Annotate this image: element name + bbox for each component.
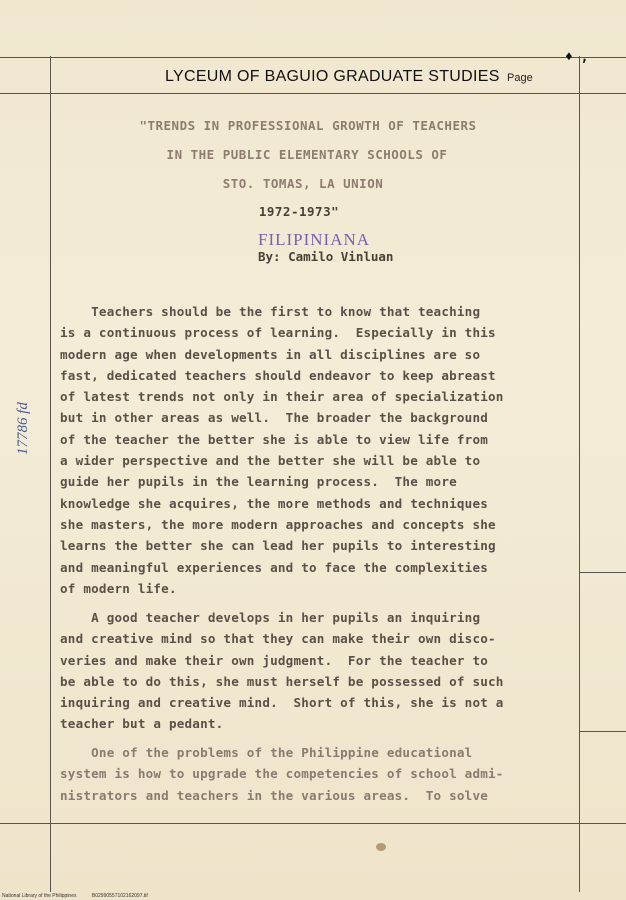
text-line: A good teacher develops in her pupils an inquiring <box>60 610 481 625</box>
title-line-2: IN THE PUBLIC ELEMENTARY SCHOOLS OF <box>166 147 448 162</box>
text-line: teacher but a pedant. <box>60 716 224 732</box>
top-mark: ♦ , <box>565 50 589 65</box>
text-line: modern age when developments in all disciplines are so <box>60 346 481 362</box>
text-line: of latest trends not only in their area of specialization <box>60 389 504 405</box>
right-column-rule-1 <box>579 572 626 573</box>
text-line: learns the better she can lead her pupils to interesting <box>60 538 496 554</box>
text-line: inquiring and creative mind. Short of this, she is not a <box>60 695 504 711</box>
page-label: Page <box>507 72 533 84</box>
text-line: fast, dedicated teachers should endeavor to keep abreast <box>60 367 496 383</box>
text-line: is a continuous process of learning. Especially in this <box>60 325 496 341</box>
text-line: system is how to upgrade the competencies of school admi- <box>60 766 504 782</box>
title-line-4: 1972-1973" <box>258 204 340 219</box>
text-line: Teachers should be the first to know that teaching <box>60 304 481 319</box>
header-bottom-rule <box>0 93 626 94</box>
handwritten-margin-note: 17786 fd <box>15 402 31 455</box>
ink-blot <box>376 843 386 851</box>
right-column-rule-2 <box>579 731 626 732</box>
scan-footer <box>2 893 162 899</box>
title-line-1: "TRENDS IN PROFESSIONAL GROWTH OF TEACHERS <box>139 118 477 133</box>
paragraph-3 <box>60 742 574 806</box>
text-line: of the teacher the better she is able to view life from <box>60 431 489 447</box>
text-line: be able to do this, she must herself be possessed of such <box>60 673 504 689</box>
text-line: of modern life. <box>60 580 177 596</box>
text-line: One of the problems of the Philippine educational <box>60 745 473 760</box>
text-line: but in other areas as well. The broader the background <box>60 410 489 426</box>
header-top-rule <box>0 57 626 58</box>
text-line: knowledge she acquires, the more methods and techniques <box>60 495 489 511</box>
author-line: By: Camilo Vinluan <box>258 249 394 264</box>
footer-rule <box>0 823 626 824</box>
text-line: she masters, the more modern approaches and concepts she <box>60 516 496 532</box>
text-line: a wider perspective and the better she will be able to <box>60 453 481 469</box>
text-line: nistrators and teachers in the various areas. To solve <box>60 787 489 803</box>
paragraph-1 <box>60 301 574 599</box>
filipiniana-stamp: FILIPINIANA <box>258 230 371 249</box>
text-line: and meaningful experiences and to face the complexities <box>60 559 489 575</box>
text-line: guide her pupils in the learning process. The more <box>60 474 457 490</box>
title-line-3: STO. TOMAS, LA UNION <box>222 176 384 191</box>
text-line: and creative mind so that they can make their own disco- <box>60 631 496 647</box>
paragraph-2 <box>60 607 574 735</box>
institution-header: LYCEUM OF BAGUIO GRADUATE STUDIES <box>165 68 500 85</box>
footer-source: National Library of the Philippines <box>2 893 77 899</box>
footer-code: B02990557102162097.tif <box>91 893 148 899</box>
text-line: veries and make their own judgment. For the teacher to <box>60 652 489 668</box>
